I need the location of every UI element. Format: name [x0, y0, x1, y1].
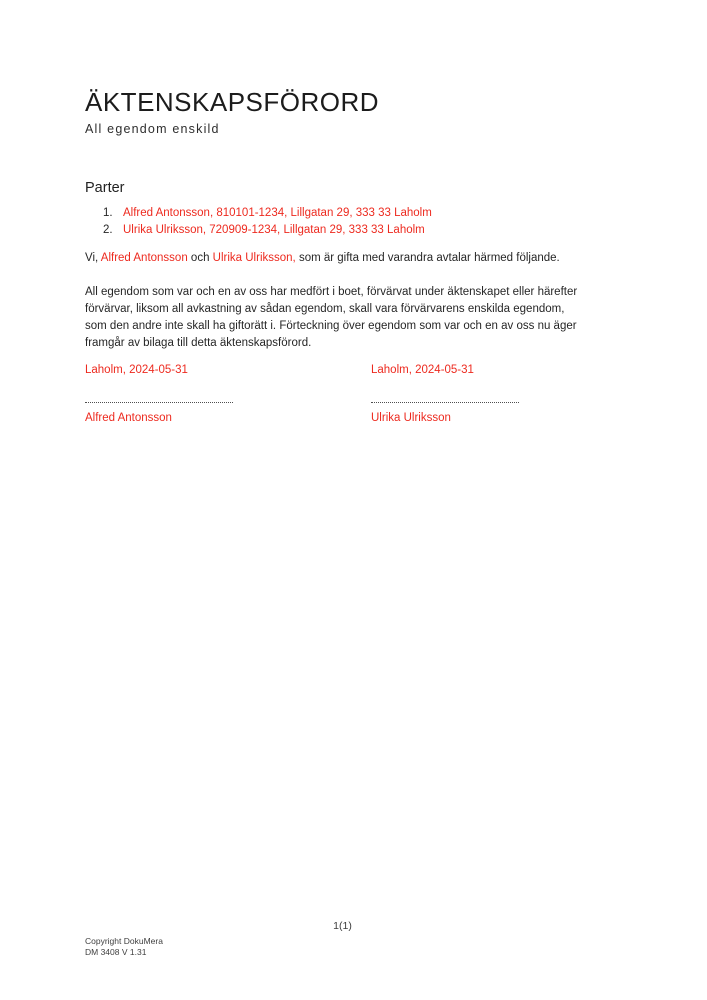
- document-header: [85, 89, 379, 136]
- party-list: [85, 205, 432, 238]
- document-subtitle: All egendom enskild: [85, 122, 220, 136]
- party-number: 2.: [103, 223, 113, 236]
- signature-name: Ulrika Ulriksson: [371, 412, 451, 424]
- party-name-inline: Ulrika Ulriksson,: [212, 252, 296, 264]
- signature-place-date: Laholm, 2024-05-31: [371, 364, 474, 376]
- copyright-text: Copyright DokuMera: [85, 936, 163, 946]
- intro-text-segment: och: [187, 252, 213, 264]
- version-text: DM 3408 V 1.31: [85, 946, 147, 957]
- intro-text-segment: Vi,: [85, 252, 101, 264]
- document-title: ÄKTENSKAPSFÖRORD: [85, 87, 380, 117]
- body-paragraph: [85, 284, 577, 352]
- signature-place-date: Laholm, 2024-05-31: [85, 364, 188, 376]
- party-number: 1.: [103, 207, 113, 219]
- body-line: framgår av bilaga till detta äktenskapsförord.: [85, 337, 312, 349]
- parties-section: [85, 180, 432, 238]
- signature-dotted-line: [371, 402, 519, 403]
- intro-text-segment: som är gifta med varandra avtalar härmed följande.: [295, 252, 560, 264]
- intro-paragraph: [85, 251, 560, 265]
- body-line: förvärvar, liksom all avkastning av sådan egendom, skall vara förvärvarens enskilda egendom,: [85, 303, 565, 315]
- party-item: [85, 222, 432, 239]
- signature-block-second-party: [371, 364, 519, 424]
- signature-name: Alfred Antonsson: [85, 412, 172, 424]
- party-details: Ulrika Ulriksson, 720909-1234, Lillgatan 29, 333 33 Laholm: [123, 223, 425, 236]
- body-line: All egendom som var och en av oss har medfört i boet, förvärvat under äktenskapet eller härefter: [85, 286, 578, 298]
- party-item: [85, 205, 432, 222]
- page-number: 1(1): [333, 920, 352, 932]
- party-details: Alfred Antonsson, 810101-1234, Lillgatan 29, 333 33 Laholm: [123, 207, 432, 219]
- parties-heading: Parter: [85, 180, 125, 196]
- party-name-inline: Alfred Antonsson: [100, 252, 188, 264]
- footer-copyright-block: [85, 936, 163, 957]
- signature-dotted-line: [85, 402, 233, 403]
- body-line: som den andre inte skall ha giftorätt i. Förteckning över egendom som var och en av oss nu äger: [85, 320, 577, 332]
- signature-block-first-party: [85, 364, 233, 424]
